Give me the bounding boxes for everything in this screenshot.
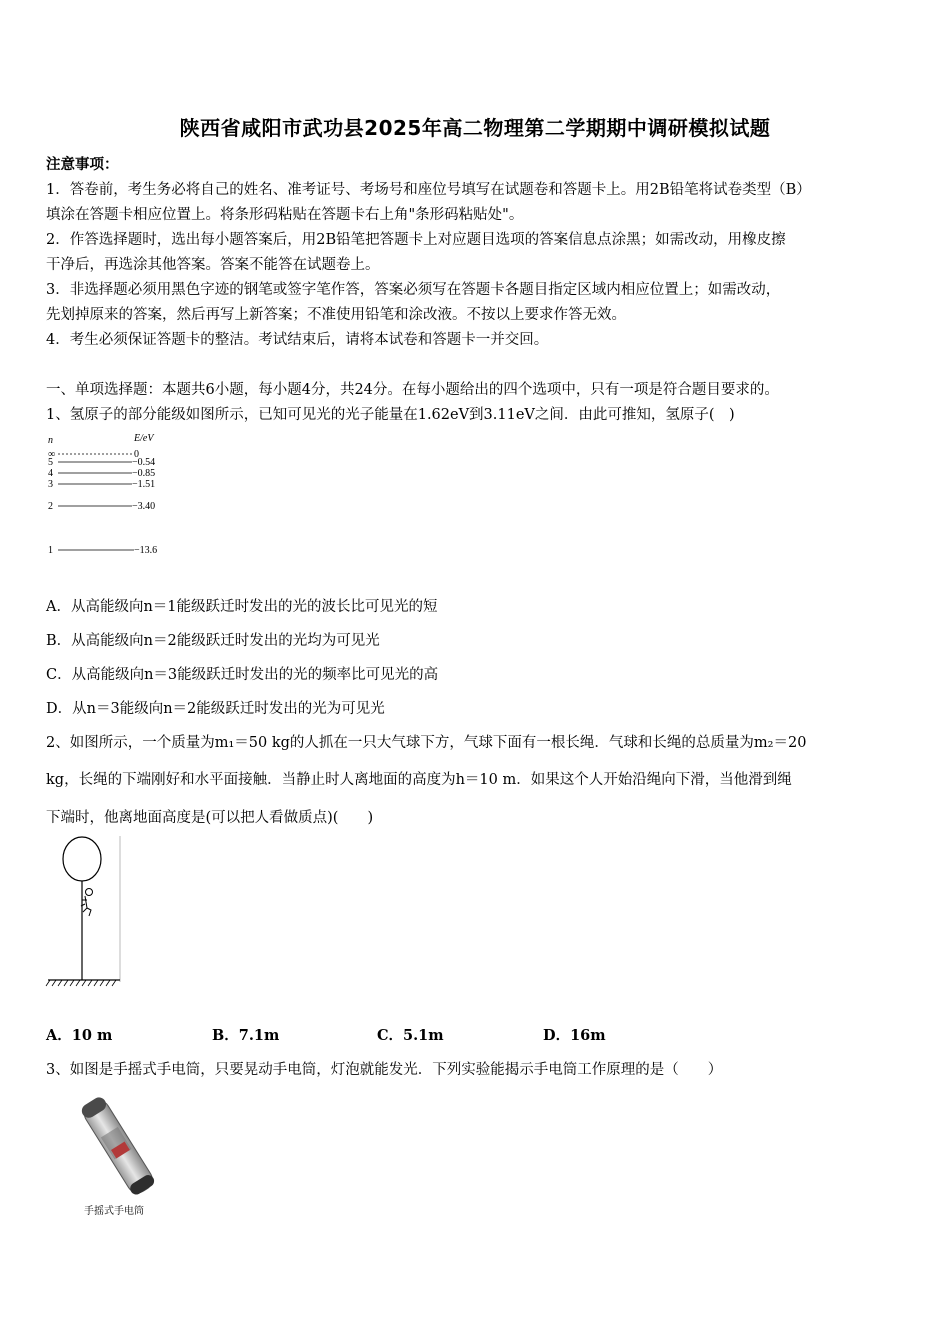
level-e: −3.40 — [132, 501, 156, 512]
q2-option-c: C．5.1m — [377, 1027, 444, 1044]
level-e: −1.51 — [132, 479, 156, 490]
diagram-e-label: E/eV — [134, 433, 154, 444]
q1-option-a: A．从高能级向n＝1能级跃迁时发出的光的波长比可见光的短 — [46, 599, 438, 615]
q2-option-a: A．10 m — [46, 1027, 113, 1044]
q1-option-c: C．从高能级向n＝3能级跃迁时发出的光的频率比可见光的高 — [46, 667, 439, 683]
balloon — [63, 837, 101, 881]
level-e: −13.6 — [134, 545, 158, 556]
level-n: 5 — [48, 457, 53, 468]
q2-stem-line: kg，长绳的下端刚好和水平面接触．当静止时人离地面的高度为h＝10 m．如果这个人开始沿绳向下滑，当他滑到绳 — [46, 772, 792, 788]
person — [81, 889, 93, 917]
level-n: ∞ — [48, 449, 56, 460]
notice-line: 填涂在答题卡相应位置上。将条形码粘贴在答题卡右上角"条形码粘贴处"。 — [46, 207, 524, 223]
image-caption: 手摇式手电筒 — [84, 1206, 144, 1217]
notice-line: 先划掉原来的答案，然后再写上新答案；不准使用铅笔和涂改液。不按以上要求作答无效。 — [46, 307, 626, 323]
level-n: 2 — [48, 501, 53, 512]
notice-line: 3．非选择题必须用黑色字迹的钢笔或签字笔作答，答案必须写在答题卡各题目指定区域内相应位置上；如需改动， — [46, 282, 781, 298]
notice-line: 1．答卷前，考生务必将自己的姓名、准考证号、考场号和座位号填写在试题卷和答题卡上。用2B铅笔将试卷类型（B） — [46, 182, 811, 198]
q2-stem-line: 2、如图所示，一个质量为m₁＝50 kg的人抓在一只大气球下方，气球下面有一根长绳．气球和长绳的总质量为m₂＝20 — [46, 735, 807, 751]
q1-stem: 1、氢原子的部分能级如图所示，已知可见光的光子能量在1.62eV到3.11eV之间．由此可推知，氢原子( ) — [46, 407, 735, 423]
q2-option-b: B．7.1m — [212, 1027, 280, 1044]
notice-line: 4．考生必须保证答题卡的整洁。考试结束后，请将本试卷和答题卡一并交回。 — [46, 332, 549, 348]
level-e: −0.54 — [132, 457, 156, 468]
balloon-figure — [44, 834, 126, 990]
notice-line: 干净后，再选涂其他答案。答案不能答在试题卷上。 — [46, 257, 380, 273]
flashlight-photo — [62, 1090, 182, 1222]
level-n: 1 — [48, 545, 53, 556]
page-title: 陕西省咸阳市武功县2025年高二物理第二学期期中调研模拟试题 — [179, 116, 771, 140]
level-n: 3 — [48, 479, 53, 490]
q1-option-d: D．从n＝3能级向n＝2能级跃迁时发出的光为可见光 — [46, 701, 385, 717]
level-e: 0 — [134, 449, 139, 460]
level-e: −0.85 — [132, 468, 156, 479]
q1-option-b: B．从高能级向n＝2能级跃迁时发出的光均为可见光 — [46, 633, 380, 649]
notice-line: 2．作答选择题时，选出每小题答案后，用2B铅笔把答题卡上对应题目选项的答案信息点涂黑；如需改动，用橡皮擦 — [46, 232, 786, 248]
level-n: 4 — [48, 468, 53, 479]
q2-option-d: D．16m — [543, 1027, 606, 1044]
diagram-n-label: n — [48, 435, 53, 446]
q2-stem-line: 下端时，他离地面高度是(可以把人看做质点)( ) — [46, 810, 374, 826]
q3-stem: 3、如图是手摇式手电筒，只要晃动手电筒，灯泡就能发光．下列实验能揭示手电筒工作原理的是（ ） — [46, 1062, 723, 1078]
energy-level-diagram — [44, 428, 184, 560]
notice-heading: 注意事项： — [46, 156, 119, 173]
section-heading: 一、单项选择题：本题共6小题，每小题4分，共24分。在每小题给出的四个选项中，只有一项是符合题目要求的。 — [46, 382, 779, 398]
